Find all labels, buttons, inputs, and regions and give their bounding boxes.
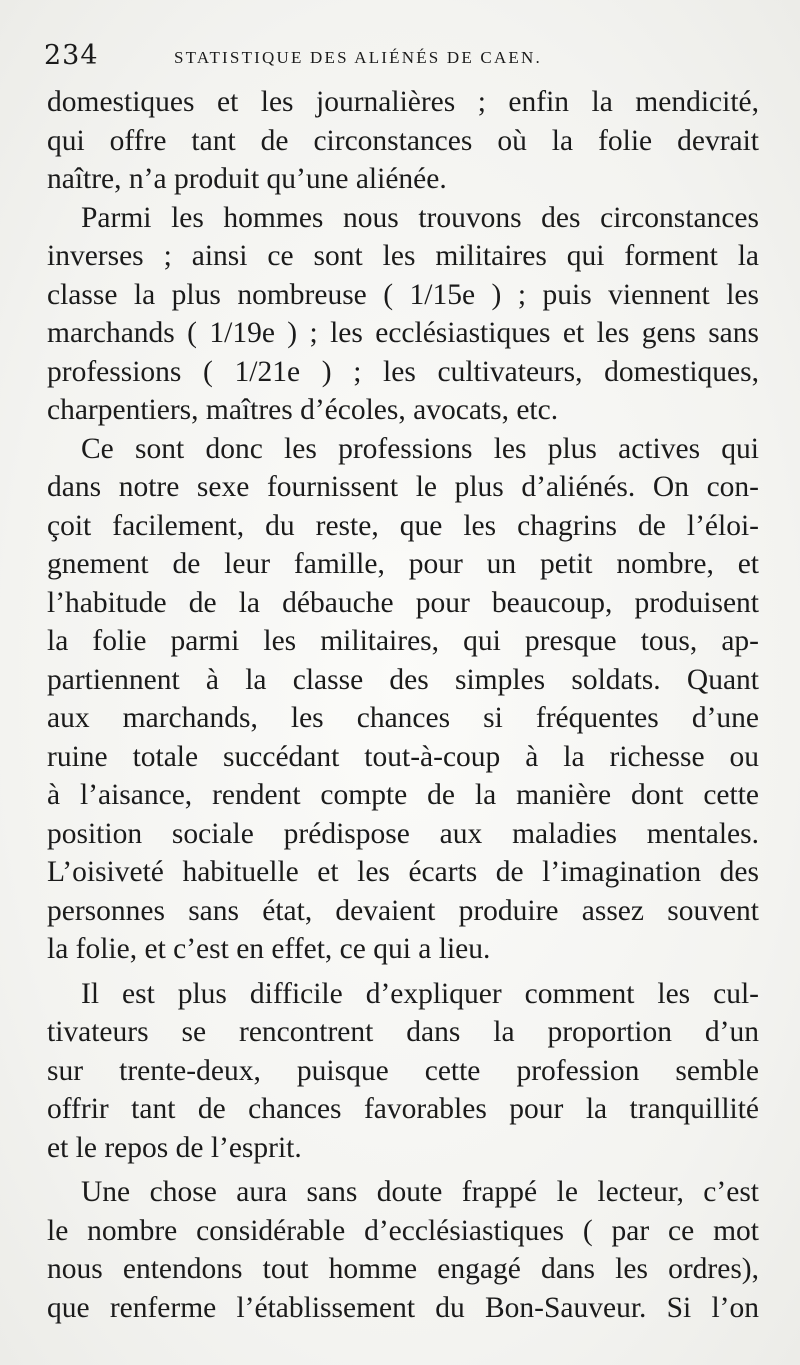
text-line: offrir tant de chances favorables pour la tranquillité <box>47 1093 759 1125</box>
text-line: gnement de leur famille, pour un petit nombre, et <box>47 548 759 580</box>
text-line: L’oisiveté habituelle et les écarts de l’imagination des <box>47 856 759 888</box>
text-line: la folie, et c’est en effet, ce qui a lieu. <box>47 933 491 965</box>
text-line: que renferme l’établissement du Bon-Sauveur. Si l’on <box>47 1291 759 1324</box>
text-line: l’habitude de la débauche pour beaucoup, produisent <box>47 586 759 619</box>
page-number: 234 <box>44 40 99 71</box>
text-line: dans notre sexe fournissent le plus d’aliénés. On con- <box>47 471 759 503</box>
text-line: marchands ( 1/19e ) ; les ecclésiastiques et les gens sans <box>47 317 759 349</box>
text-line: tivateurs se rencontrent dans la proportion d’un <box>47 1016 759 1048</box>
text-line: naître, n’a produit qu’une aliénée. <box>47 163 447 195</box>
text-line: aux marchands, les chances si fréquentes d’une <box>47 702 759 734</box>
text-line: professions ( 1/21e ) ; les cultivateurs, domestiques, <box>47 355 759 388</box>
text-line: personnes sans état, devaient produire assez souvent <box>47 894 759 927</box>
text-line: ruine totale succédant tout-à-coup à la richesse ou <box>47 740 759 773</box>
text-line: partiennent à la classe des simples soldats. Quant <box>47 663 759 696</box>
text-line: Une chose aura sans doute frappé le lecteur, c’est <box>81 1176 759 1208</box>
text-line: inverses ; ainsi ce sont les militaires qui forment la <box>47 240 759 272</box>
text-line: et le repos de l’esprit. <box>47 1131 302 1164</box>
text-line: qui offre tant de circonstances où la folie devrait <box>47 124 759 157</box>
text-line: domestiques et les journalières ; enfin la mendicité, <box>47 86 759 118</box>
text-line: sur trente-deux, puisque cette profession semble <box>47 1054 759 1087</box>
text-line: à l’aisance, rendent compte de la manière dont cette <box>47 779 759 811</box>
running-head <box>44 40 764 80</box>
text-line: classe la plus nombreuse ( 1/15e ) ; puis viennent les <box>47 278 759 311</box>
text-line: charpentiers, maîtres d’écoles, avocats, etc. <box>47 394 559 426</box>
text-line: le nombre considérable d’ecclésiastiques ( par ce mot <box>47 1214 759 1247</box>
body-text <box>47 83 759 1327</box>
text-line: la folie parmi les militaires, qui presque tous, ap- <box>47 625 759 657</box>
text-line: Ce sont donc les professions les plus actives qui <box>81 432 759 465</box>
text-line: Il est plus difficile d’expliquer comment les cul- <box>81 977 759 1010</box>
text-line: nous entendons tout homme engagé dans les ordres), <box>47 1253 759 1285</box>
text-line: position sociale prédispose aux maladies mentales. <box>47 817 759 850</box>
running-title: STATISTIQUE DES ALIÉNÉS DE CAEN. <box>174 48 542 67</box>
text-line: çoit facilement, du reste, que les chagrins de l’éloi- <box>47 509 759 542</box>
text-line: Parmi les hommes nous trouvons des circonstances <box>81 201 759 234</box>
